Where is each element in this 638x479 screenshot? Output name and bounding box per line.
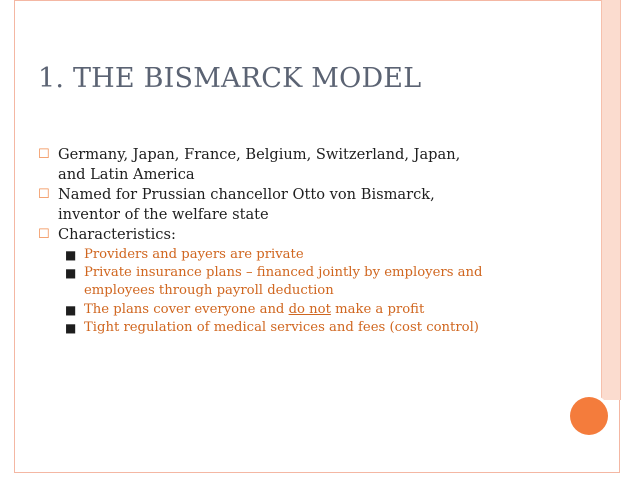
- bullet-item: [36, 185, 556, 225]
- decorative-circle: [570, 397, 608, 435]
- bullet-text-line: Characteristics:: [58, 226, 176, 243]
- filled-square-bullet-icon: ■: [65, 321, 77, 335]
- filled-square-bullet-icon: ■: [65, 247, 77, 262]
- sub-bullet-item: [36, 246, 556, 264]
- decorative-side-band: [601, 0, 621, 400]
- bullet-text-line: inventor of the welfare state: [58, 206, 269, 223]
- frame-left-line: [14, 0, 15, 473]
- filled-square-bullet-icon: ■: [65, 266, 77, 280]
- sub-bullet-item: [36, 264, 556, 300]
- slide-title: 1. THE BISMARCK MODEL: [38, 63, 422, 94]
- sub-bullet-item: [36, 301, 556, 319]
- sub-bullet-item: [36, 319, 556, 337]
- sub-bullet-text-before: The plans cover everyone and: [84, 301, 289, 317]
- frame-bottom-line: [14, 472, 620, 473]
- hollow-square-bullet-icon: ☐: [38, 187, 50, 202]
- sub-bullet-text-after: make a profit: [330, 301, 425, 317]
- hollow-square-bullet-icon: ☐: [38, 227, 50, 242]
- sub-bullet-text: Providers and payers are private: [84, 246, 304, 262]
- underlined-emphasis: do not: [288, 301, 331, 317]
- bullet-text-line: and Latin America: [58, 166, 195, 183]
- sub-bullet-text: [84, 301, 556, 319]
- filled-square-bullet-icon: ■: [65, 302, 77, 317]
- bullet-text-line: Named for Prussian chancellor Otto von Bismarck,: [58, 186, 435, 203]
- bullet-list: [36, 145, 556, 337]
- bullet-item: [36, 145, 556, 185]
- sub-bullet-text: Tight regulation of medical services and fees (cost control): [84, 320, 479, 335]
- sub-bullet-text-line: Private insurance plans – financed jointly by employers and: [84, 265, 483, 280]
- sub-bullet-text-line: employees through payroll deduction: [84, 283, 334, 298]
- frame-top-line: [14, 0, 620, 1]
- bullet-item: [36, 225, 556, 245]
- bullet-text-line: Germany, Japan, France, Belgium, Switzerland, Japan,: [58, 146, 461, 163]
- hollow-square-bullet-icon: ☐: [38, 147, 50, 162]
